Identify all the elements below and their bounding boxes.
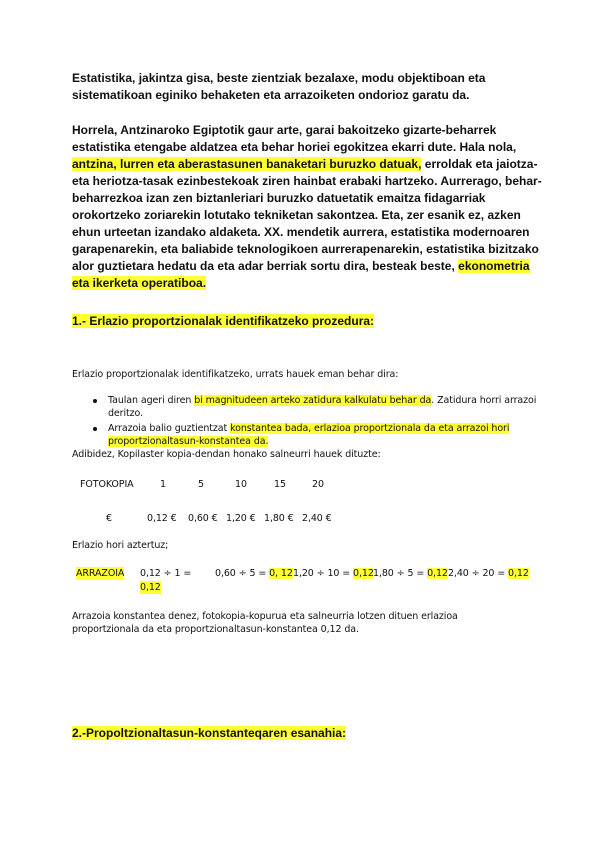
ratio-value: 0,12 (508, 568, 529, 579)
table-cell: 1,20 € (226, 513, 256, 524)
ratio-calc-text: 1,20 ÷ 10 = (293, 568, 351, 579)
table-cell: 0,12 € (147, 513, 177, 524)
ratio-calc (373, 567, 448, 580)
intro-p2-highlight-2: ekonometria eta ikerketa operatiboa. (72, 259, 530, 290)
ratio-value: 0, 12 (269, 568, 293, 579)
steps-list (72, 394, 542, 450)
ratio-calc-text: 0,60 ÷ 5 = (215, 568, 267, 579)
bullet-icon (93, 399, 97, 403)
intro-p2-text-2: erroldak eta jaiotza- eta heriotza-tasak ezinbestekoak ziren hainbat erabaki hartzeko. Aurrerago, behar-beharrezkoa izan zen biztanleriari buruzko datuetatik emaitza fidagarriak orokortzeko zoriarekin lotutako tekniketan sakontzea. Eta, zer esanik ez, azken ehun urteetan izandako aldaketa. XX. mendetik aurrera, estatistika modernoaren garapenarekin, eta baliabide teknologikoen aurrerapenarekin, estatistika bizitzako alor guztietara hedatu da eta adar berriak sortu dira, besteak beste, (72, 157, 542, 273)
section-2-heading (72, 725, 346, 742)
intro-paragraph-2 (72, 122, 542, 292)
ratio-calc (215, 567, 293, 580)
ratio-value: 0,12 (353, 568, 374, 579)
ratio-label: ARRAZOIA (76, 568, 125, 579)
ratio-calc (448, 567, 529, 580)
intro-p2-highlight-1: antzina, lurren eta aberastasunen banaketari buruzko datuak, (72, 157, 422, 171)
table-header-cell: 5 (198, 479, 204, 490)
bullet-2-highlight: konstantea bada, erlazioa proportzionala da eta arrazoi hori proportzionaltasun-konstantea da. (108, 423, 510, 447)
section-1-heading-text: 1.- Erlazio proportzionalak identifikatzeko prozedura: (72, 314, 375, 328)
table-header-label: FOTOKOPIA (80, 479, 134, 490)
table-header-cell: 10 (235, 479, 247, 490)
ratio-calc-text: 1,80 ÷ 5 = (373, 568, 425, 579)
table-cell: 1,80 € (264, 513, 294, 524)
bullet-1-text-2: . Zatidura horri arrazoi deritzo. (108, 395, 537, 419)
bullet-icon (93, 427, 97, 431)
table-row-label: € (106, 513, 112, 524)
ratio-calc-text: 2,40 ÷ 20 = (448, 568, 506, 579)
intro-paragraph-1: Estatistika, jakintza gisa, beste zientziak bezalaxe, modu objektiboan eta sistematikoan eginiko behaketen eta arrazoiketen ondorioz garatu da. (72, 71, 486, 102)
ratio-value: 0,12 (427, 568, 448, 579)
list-item (72, 422, 542, 448)
table-cell: 2,40 € (302, 513, 332, 524)
ratio-value: 0,12 (140, 582, 161, 593)
table-cell: 0,60 € (188, 513, 218, 524)
bullet-1-highlight: bi magnitudeen arteko zatidura kalkulatu behar da (194, 395, 432, 406)
intro-p2-text-1: Horrela, Antzinaroko Egiptotik gaur arte, garai bakoitzeko gizarte-beharrek estatistika etengabe aldatzea eta behar horiei egokitzea ekarri dute. Hala nola, (72, 123, 517, 154)
conclusion-paragraph: Arrazoia konstantea denez, fotokopia-kopurua eta salneurria lotzen dituen erlazioa proportzionala da eta proportzionaltasun-konstantea 0,12 da. (72, 611, 458, 635)
section-1-intro: Erlazio proportzionalak identifikatzeko, urrats hauek eman behar dira: (72, 369, 399, 380)
bullet-2-text-1: Arrazoia balio guztientzat (108, 423, 231, 434)
ratio-calc (293, 567, 374, 580)
table-header-cell: 20 (312, 479, 324, 490)
example-intro: Adibidez, Kopilaster kopia-dendan honako salneurri hauek dituzte: (72, 449, 381, 460)
analysis-intro: Erlazio hori aztertuz; (72, 540, 169, 551)
table-header-cell: 1 (160, 479, 166, 490)
list-item (72, 394, 542, 420)
section-1-heading (72, 313, 374, 330)
bullet-1-text-1: Taulan ageri diren (108, 395, 195, 406)
section-2-heading-text: 2.-Propoltzionaltasun-konstanteqaren esanahia: (72, 726, 347, 740)
ratio-calc: 0,12 ÷ 1 = (140, 568, 192, 579)
table-header-cell: 15 (274, 479, 286, 490)
